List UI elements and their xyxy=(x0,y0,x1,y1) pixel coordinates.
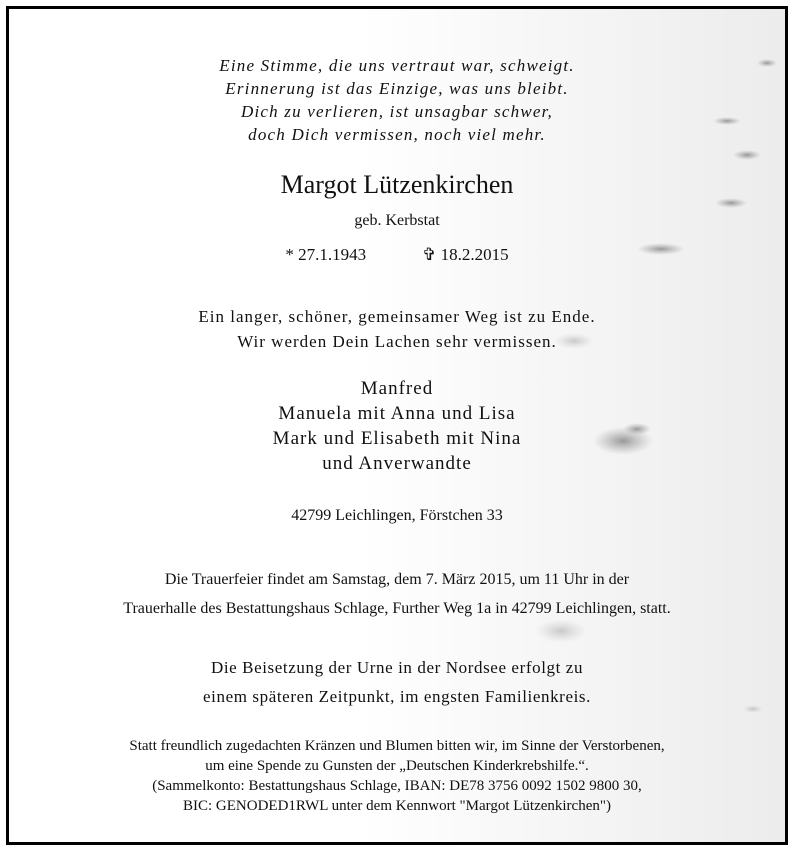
donation-line: (Sammelkonto: Bestattungshaus Schlage, IBAN: DE78 3756 0092 1502 9800 30, xyxy=(152,778,642,794)
deceased-name: Margot Lützenkirchen xyxy=(280,170,514,199)
burial-line: Die Beisetzung der Urne in der Nordsee erfolgt zu xyxy=(210,658,584,677)
mourner-line: Mark und Elisabeth mit Nina xyxy=(272,428,522,449)
mourner-line: Manfred xyxy=(360,378,434,399)
ceremony-line: Trauerhalle des Bestattungshaus Schlage, Further Weg 1a in 42799 Leichlingen, statt. xyxy=(123,600,671,617)
verse-line: Dich zu verlieren, ist unsagbar schwer, xyxy=(240,102,553,121)
mourner-line: und Anverwandte xyxy=(322,453,472,474)
burial-notice xyxy=(9,653,785,711)
farewell-text xyxy=(9,304,785,354)
mourners-list xyxy=(9,376,785,476)
farewell-line: Ein langer, schöner, gemeinsamer Weg ist zu Ende. xyxy=(198,307,596,326)
obituary-notice xyxy=(6,6,788,845)
notice-content xyxy=(9,9,785,842)
donation-line: BIC: GENODED1RWL unter dem Kennwort "Margot Lützenkirchen") xyxy=(183,798,611,814)
donation-request xyxy=(9,736,785,816)
birth-name: geb. Kerbstat xyxy=(354,212,440,229)
memorial-verse xyxy=(9,54,785,146)
life-dates xyxy=(9,245,785,265)
verse-line: Eine Stimme, die uns vertraut war, schweigt. xyxy=(219,56,575,75)
ceremony-line: Die Trauerfeier findet am Samstag, dem 7. März 2015, um 11 Uhr in der xyxy=(164,571,630,588)
donation-line: Statt freundlich zugedachten Kränzen und Blumen bitten wir, im Sinne der Verstorbenen, xyxy=(129,738,665,754)
verse-line: Erinnerung ist das Einzige, was uns bleibt. xyxy=(225,79,569,98)
death-date: ✞ 18.2.2015 xyxy=(422,245,509,264)
donation-line: um eine Spende zu Gunsten der „Deutschen Kinderkrebshilfe.“. xyxy=(205,758,589,774)
verse-line: doch Dich vermissen, noch viel mehr. xyxy=(248,125,546,144)
family-address: 42799 Leichlingen, Förstchen 33 xyxy=(291,507,503,524)
ceremony-notice xyxy=(9,565,785,623)
farewell-line: Wir werden Dein Lachen sehr vermissen. xyxy=(237,332,557,351)
burial-line: einem späteren Zeitpunkt, im engsten Familienkreis. xyxy=(203,687,591,706)
birth-date: * 27.1.1943 xyxy=(285,245,367,264)
mourner-line: Manuela mit Anna und Lisa xyxy=(278,403,516,424)
